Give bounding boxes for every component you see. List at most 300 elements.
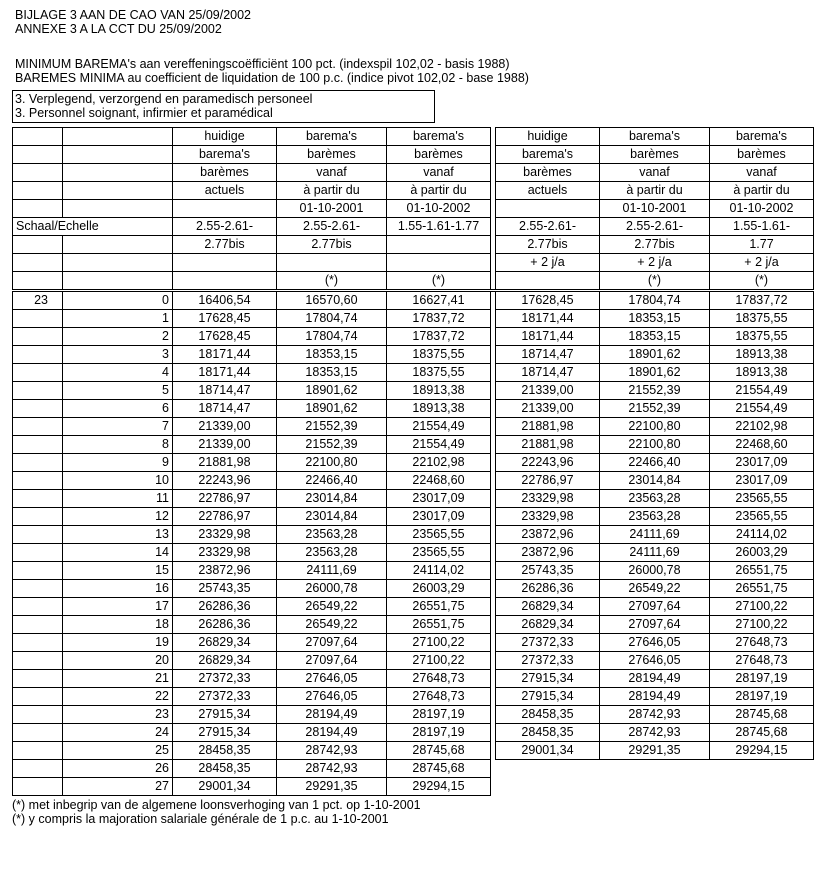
value-cell: 28458,35	[173, 760, 277, 778]
table-row	[13, 310, 814, 328]
category-number	[13, 760, 63, 778]
value-cell: 23563,28	[600, 508, 710, 526]
table-row	[13, 634, 814, 652]
step-number: 10	[63, 472, 173, 490]
label-cell: Schaal/Echelle	[13, 218, 173, 236]
value-cell: 28742,93	[277, 742, 387, 760]
value-cell: 23872,96	[496, 526, 600, 544]
value-cell: 18714,47	[496, 364, 600, 382]
category-number	[13, 382, 63, 400]
category-number	[13, 454, 63, 472]
column-header-line	[173, 200, 277, 218]
label-cell	[63, 128, 173, 146]
value-cell: 16570,60	[277, 291, 387, 310]
value-cell: 26551,75	[387, 598, 491, 616]
value-cell: 28197,19	[710, 688, 814, 706]
table-row	[13, 382, 814, 400]
value-cell: 27097,64	[277, 634, 387, 652]
label-cell	[13, 236, 63, 254]
value-cell: 26829,34	[496, 616, 600, 634]
value-cell: 17804,74	[277, 328, 387, 346]
value-cell: 22786,97	[496, 472, 600, 490]
value-cell: 18714,47	[173, 382, 277, 400]
step-number: 1	[63, 310, 173, 328]
asterisk-mark: (*)	[277, 272, 387, 291]
table-row	[13, 454, 814, 472]
value-cell: 18901,62	[277, 400, 387, 418]
value-cell: 28745,68	[387, 760, 491, 778]
value-cell: 18353,15	[600, 310, 710, 328]
column-header-line: barèmes	[173, 164, 277, 182]
value-cell: 28194,49	[600, 670, 710, 688]
label-cell	[63, 200, 173, 218]
value-cell: 27646,05	[600, 634, 710, 652]
label-cell	[13, 146, 63, 164]
scale-line	[387, 254, 491, 272]
table-row	[13, 418, 814, 436]
label-cell	[13, 164, 63, 182]
value-cell: 26551,75	[387, 616, 491, 634]
value-cell: 27372,33	[173, 670, 277, 688]
value-cell: 24114,02	[710, 526, 814, 544]
step-number: 13	[63, 526, 173, 544]
step-number: 25	[63, 742, 173, 760]
value-cell: 21552,39	[600, 400, 710, 418]
value-cell: 17804,74	[600, 291, 710, 310]
table-row	[13, 598, 814, 616]
value-cell: 23329,98	[496, 508, 600, 526]
value-cell: 29294,15	[387, 778, 491, 796]
column-header-line: barema's	[277, 128, 387, 146]
value-cell: 22786,97	[173, 490, 277, 508]
value-cell: 24111,69	[277, 562, 387, 580]
header-row	[13, 128, 814, 146]
column-header-line: barèmes	[387, 146, 491, 164]
value-cell: 29001,34	[173, 778, 277, 796]
value-cell: 17837,72	[710, 291, 814, 310]
category-number	[13, 364, 63, 382]
value-cell: 21552,39	[277, 418, 387, 436]
value-cell: 28742,93	[600, 724, 710, 742]
value-cell: 22102,98	[387, 454, 491, 472]
column-header-line: huidige	[173, 128, 277, 146]
table-row	[13, 544, 814, 562]
value-cell	[710, 778, 814, 796]
value-cell: 28197,19	[387, 706, 491, 724]
asterisk-mark	[496, 272, 600, 291]
category-number	[13, 706, 63, 724]
value-cell: 27915,34	[496, 670, 600, 688]
value-cell: 27646,05	[277, 670, 387, 688]
value-cell: 27646,05	[600, 652, 710, 670]
value-cell: 27097,64	[600, 598, 710, 616]
value-cell: 23329,98	[496, 490, 600, 508]
value-cell: 27648,73	[710, 652, 814, 670]
value-cell: 29291,35	[277, 778, 387, 796]
table-row	[13, 706, 814, 724]
table-row	[13, 508, 814, 526]
column-header-line: barèmes	[277, 146, 387, 164]
asterisk-mark: (*)	[387, 272, 491, 291]
header-row	[13, 146, 814, 164]
column-header-line: barema's	[496, 146, 600, 164]
value-cell: 18353,15	[277, 364, 387, 382]
column-header-line: 01-10-2002	[710, 200, 814, 218]
step-number: 9	[63, 454, 173, 472]
value-cell: 23563,28	[277, 526, 387, 544]
value-cell: 17628,45	[173, 310, 277, 328]
value-cell: 18171,44	[173, 364, 277, 382]
value-cell: 27648,73	[710, 634, 814, 652]
value-cell: 17837,72	[387, 328, 491, 346]
table-row	[13, 742, 814, 760]
value-cell: 27097,64	[277, 652, 387, 670]
value-cell: 28197,19	[710, 670, 814, 688]
label-cell	[13, 254, 63, 272]
step-number: 6	[63, 400, 173, 418]
label-cell	[13, 200, 63, 218]
value-cell: 29291,35	[600, 742, 710, 760]
scale-row	[13, 254, 814, 272]
value-cell: 28745,68	[710, 724, 814, 742]
value-cell: 23014,84	[277, 490, 387, 508]
step-number: 16	[63, 580, 173, 598]
subtitle-nl: MINIMUM BAREMA's aan vereffeningscoëfficiënt 100 pct. (indexspil 102,02 - basis 1988)	[15, 57, 510, 71]
value-cell: 18353,15	[277, 346, 387, 364]
step-number: 15	[63, 562, 173, 580]
value-cell: 27097,64	[600, 616, 710, 634]
category-number	[13, 508, 63, 526]
value-cell: 24111,69	[600, 544, 710, 562]
value-cell: 18913,38	[710, 346, 814, 364]
column-header-line: vanaf	[277, 164, 387, 182]
scale-line	[387, 236, 491, 254]
table-row	[13, 328, 814, 346]
value-cell: 23565,55	[710, 490, 814, 508]
table-row	[13, 400, 814, 418]
value-cell: 18375,55	[387, 346, 491, 364]
table-row	[13, 688, 814, 706]
column-header-line: barema's	[173, 146, 277, 164]
value-cell: 23563,28	[277, 544, 387, 562]
column-header-line: 01-10-2002	[387, 200, 491, 218]
value-cell: 18901,62	[600, 364, 710, 382]
step-number: 26	[63, 760, 173, 778]
column-header-line: à partir du	[600, 182, 710, 200]
step-number: 3	[63, 346, 173, 364]
asterisk-row	[13, 272, 814, 291]
value-cell: 23329,98	[173, 544, 277, 562]
value-cell: 18375,55	[387, 364, 491, 382]
value-cell: 18353,15	[600, 328, 710, 346]
category-number	[13, 742, 63, 760]
scale-line: 2.77bis	[600, 236, 710, 254]
value-cell: 27100,22	[710, 598, 814, 616]
value-cell: 18171,44	[173, 346, 277, 364]
scale-line	[173, 254, 277, 272]
value-cell: 27372,33	[173, 688, 277, 706]
step-number: 21	[63, 670, 173, 688]
scale-line: 2.77bis	[277, 236, 387, 254]
category-number	[13, 310, 63, 328]
value-cell: 24114,02	[387, 562, 491, 580]
value-cell: 18375,55	[710, 328, 814, 346]
table-row	[13, 670, 814, 688]
value-cell: 28458,35	[496, 724, 600, 742]
step-number: 17	[63, 598, 173, 616]
column-header-line: actuels	[173, 182, 277, 200]
step-number: 24	[63, 724, 173, 742]
value-cell: 23014,84	[277, 508, 387, 526]
column-header-line: vanaf	[600, 164, 710, 182]
category-fr: 3. Personnel soignant, infirmier et paramédical	[15, 106, 273, 120]
scale-line: 1.55-1.61-	[710, 218, 814, 236]
category-number: 23	[13, 291, 63, 310]
value-cell: 22100,80	[600, 436, 710, 454]
category-box	[12, 90, 435, 123]
label-cell	[13, 182, 63, 200]
value-cell: 23565,55	[710, 508, 814, 526]
category-number	[13, 778, 63, 796]
column-header-line: barèmes	[710, 146, 814, 164]
value-cell: 24111,69	[600, 526, 710, 544]
value-cell: 21881,98	[496, 418, 600, 436]
scale-line: + 2 j/a	[496, 254, 600, 272]
value-cell: 21339,00	[173, 418, 277, 436]
value-cell: 22243,96	[496, 454, 600, 472]
value-cell: 18375,55	[710, 310, 814, 328]
table-row	[13, 346, 814, 364]
category-number	[13, 724, 63, 742]
scale-row	[13, 236, 814, 254]
header-row	[13, 200, 814, 218]
value-cell: 27915,34	[173, 706, 277, 724]
footnote-fr: (*) y compris la majoration salariale générale de 1 p.c. au 1-10-2001	[12, 812, 389, 826]
asterisk-mark: (*)	[710, 272, 814, 291]
value-cell: 16627,41	[387, 291, 491, 310]
value-cell: 23017,09	[387, 508, 491, 526]
label-cell	[63, 236, 173, 254]
category-number	[13, 328, 63, 346]
value-cell: 27915,34	[173, 724, 277, 742]
step-number: 7	[63, 418, 173, 436]
scale-line: 2.77bis	[496, 236, 600, 254]
step-number: 11	[63, 490, 173, 508]
column-header-line: 01-10-2001	[277, 200, 387, 218]
annex-title-nl: BIJLAGE 3 AAN DE CAO VAN 25/09/2002	[15, 8, 251, 22]
value-cell: 18171,44	[496, 328, 600, 346]
asterisk-mark: (*)	[600, 272, 710, 291]
value-cell: 26549,22	[600, 580, 710, 598]
scale-line: 2.55-2.61-	[600, 218, 710, 236]
category-number	[13, 580, 63, 598]
category-number	[13, 544, 63, 562]
value-cell: 27100,22	[387, 652, 491, 670]
table-row	[13, 364, 814, 382]
value-cell: 22786,97	[173, 508, 277, 526]
category-number	[13, 670, 63, 688]
value-cell: 27648,73	[387, 670, 491, 688]
scale-line: 1.77	[710, 236, 814, 254]
value-cell: 26286,36	[173, 598, 277, 616]
value-cell: 26549,22	[277, 598, 387, 616]
value-cell: 21552,39	[277, 436, 387, 454]
column-header-line: à partir du	[387, 182, 491, 200]
value-cell: 27100,22	[710, 616, 814, 634]
value-cell: 21339,00	[173, 436, 277, 454]
column-header-line: 01-10-2001	[600, 200, 710, 218]
category-number	[13, 634, 63, 652]
value-cell: 22466,40	[277, 472, 387, 490]
value-cell: 23017,09	[710, 454, 814, 472]
category-number	[13, 436, 63, 454]
value-cell: 23017,09	[710, 472, 814, 490]
category-nl: 3. Verplegend, verzorgend en paramedisch personeel	[15, 92, 313, 106]
value-cell: 18714,47	[496, 346, 600, 364]
value-cell: 25743,35	[173, 580, 277, 598]
column-header-line	[496, 200, 600, 218]
footnote-nl: (*) met inbegrip van de algemene loonsverhoging van 1 pct. op 1-10-2001	[12, 798, 421, 812]
value-cell: 28194,49	[600, 688, 710, 706]
value-cell: 27646,05	[277, 688, 387, 706]
value-cell: 22468,60	[387, 472, 491, 490]
table-row	[13, 291, 814, 310]
step-number: 5	[63, 382, 173, 400]
header-row	[13, 164, 814, 182]
value-cell: 28197,19	[387, 724, 491, 742]
value-cell: 23565,55	[387, 526, 491, 544]
value-cell: 21554,49	[710, 382, 814, 400]
category-number	[13, 472, 63, 490]
label-cell	[63, 272, 173, 291]
value-cell: 26829,34	[173, 634, 277, 652]
table-row	[13, 526, 814, 544]
table-row	[13, 760, 814, 778]
step-number: 27	[63, 778, 173, 796]
value-cell: 17837,72	[387, 310, 491, 328]
value-cell: 26000,78	[600, 562, 710, 580]
value-cell: 28745,68	[387, 742, 491, 760]
step-number: 2	[63, 328, 173, 346]
subtitle-fr: BAREMES MINIMA au coefficient de liquidation de 100 p.c. (indice pivot 102,02 - base 1988)	[15, 71, 529, 85]
value-cell: 21881,98	[496, 436, 600, 454]
value-cell: 26286,36	[173, 616, 277, 634]
value-cell: 28745,68	[710, 706, 814, 724]
value-cell: 26000,78	[277, 580, 387, 598]
value-cell: 18901,62	[600, 346, 710, 364]
value-cell: 18901,62	[277, 382, 387, 400]
table-row	[13, 724, 814, 742]
table-row	[13, 490, 814, 508]
category-number	[13, 652, 63, 670]
scale-line: + 2 j/a	[710, 254, 814, 272]
label-cell	[63, 164, 173, 182]
value-cell	[600, 760, 710, 778]
value-cell: 26551,75	[710, 562, 814, 580]
value-cell: 23014,84	[600, 472, 710, 490]
label-cell	[63, 182, 173, 200]
value-cell: 28742,93	[277, 760, 387, 778]
value-cell: 28194,49	[277, 706, 387, 724]
value-cell: 26286,36	[496, 580, 600, 598]
value-cell: 26003,29	[710, 544, 814, 562]
category-number	[13, 400, 63, 418]
value-cell: 23563,28	[600, 490, 710, 508]
table-row	[13, 472, 814, 490]
annex-title-fr: ANNEXE 3 A LA CCT DU 25/09/2002	[15, 22, 222, 36]
value-cell: 27372,33	[496, 652, 600, 670]
scale-line: 2.77bis	[173, 236, 277, 254]
value-cell: 21339,00	[496, 400, 600, 418]
value-cell: 21554,49	[710, 400, 814, 418]
value-cell: 18913,38	[387, 382, 491, 400]
value-cell: 18714,47	[173, 400, 277, 418]
value-cell: 22466,40	[600, 454, 710, 472]
value-cell: 29294,15	[710, 742, 814, 760]
barema-table	[12, 127, 814, 796]
value-cell: 26551,75	[710, 580, 814, 598]
scale-line: 2.55-2.61-	[277, 218, 387, 236]
step-number: 8	[63, 436, 173, 454]
value-cell: 17804,74	[277, 310, 387, 328]
value-cell: 26549,22	[277, 616, 387, 634]
label-cell	[63, 146, 173, 164]
value-cell: 28458,35	[173, 742, 277, 760]
value-cell: 18913,38	[387, 400, 491, 418]
value-cell: 21881,98	[173, 454, 277, 472]
scale-line: + 2 j/a	[600, 254, 710, 272]
value-cell: 16406,54	[173, 291, 277, 310]
column-header-line: barèmes	[600, 146, 710, 164]
column-header-line: huidige	[496, 128, 600, 146]
value-cell: 23872,96	[496, 544, 600, 562]
step-number: 14	[63, 544, 173, 562]
step-number: 22	[63, 688, 173, 706]
value-cell: 17628,45	[173, 328, 277, 346]
value-cell: 22468,60	[710, 436, 814, 454]
column-header-line: à partir du	[710, 182, 814, 200]
table-row	[13, 562, 814, 580]
value-cell: 27372,33	[496, 634, 600, 652]
value-cell: 22243,96	[173, 472, 277, 490]
column-header-line: barema's	[387, 128, 491, 146]
category-number	[13, 418, 63, 436]
scale-line: 2.55-2.61-	[496, 218, 600, 236]
value-cell: 21339,00	[496, 382, 600, 400]
column-header-line: vanaf	[710, 164, 814, 182]
scale-row	[13, 218, 814, 236]
value-cell: 23872,96	[173, 562, 277, 580]
value-cell: 27648,73	[387, 688, 491, 706]
category-number	[13, 490, 63, 508]
value-cell: 28458,35	[496, 706, 600, 724]
value-cell: 21554,49	[387, 436, 491, 454]
column-header-line: à partir du	[277, 182, 387, 200]
value-cell: 18171,44	[496, 310, 600, 328]
table-row	[13, 616, 814, 634]
value-cell: 17628,45	[496, 291, 600, 310]
step-number: 20	[63, 652, 173, 670]
value-cell: 26003,29	[387, 580, 491, 598]
value-cell: 26829,34	[173, 652, 277, 670]
column-header-line: actuels	[496, 182, 600, 200]
value-cell: 27100,22	[387, 634, 491, 652]
category-number	[13, 598, 63, 616]
column-header-line: barèmes	[496, 164, 600, 182]
value-cell: 21554,49	[387, 418, 491, 436]
value-cell: 28194,49	[277, 724, 387, 742]
step-number: 23	[63, 706, 173, 724]
